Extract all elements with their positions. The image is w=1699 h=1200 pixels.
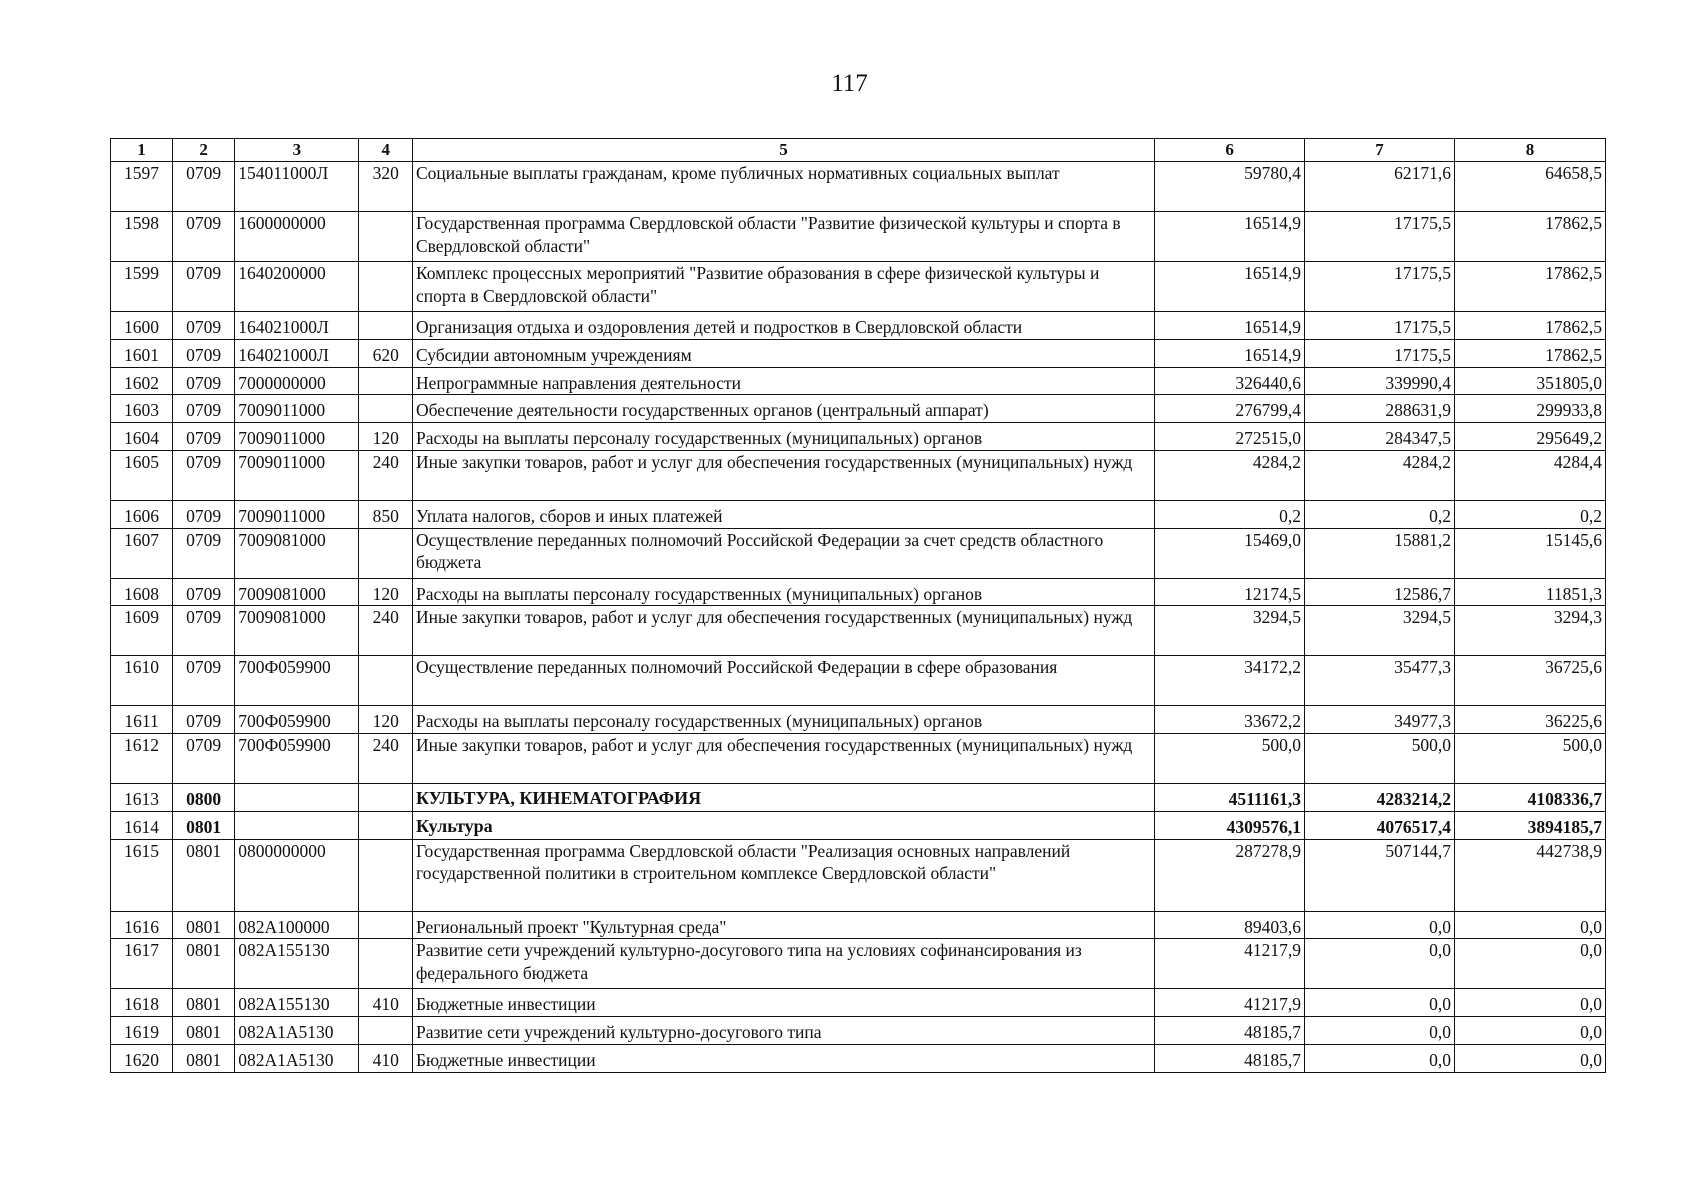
item-name: Осуществление переданных полномочий Российской Федерации за счет средств областного бюджета (412, 528, 1154, 578)
value-col-6: 272515,0 (1155, 423, 1305, 451)
table-row (111, 339, 1606, 367)
expense-type (359, 528, 413, 578)
table-row (111, 162, 1606, 212)
value-col-6: 500,0 (1155, 734, 1305, 784)
value-col-7: 0,0 (1305, 989, 1455, 1017)
row-number: 1603 (111, 395, 173, 423)
value-col-8: 0,0 (1454, 911, 1605, 939)
item-name: Культура (412, 811, 1154, 839)
section-code: 0709 (173, 212, 235, 262)
value-col-8: 4284,4 (1454, 450, 1605, 500)
row-number: 1600 (111, 312, 173, 340)
row-number: 1617 (111, 939, 173, 989)
value-col-8: 17862,5 (1454, 262, 1605, 312)
expense-type (359, 939, 413, 989)
header-col-4: 4 (359, 139, 413, 162)
table-row (111, 212, 1606, 262)
table-row (111, 1017, 1606, 1045)
expense-type: 410 (359, 989, 413, 1017)
table-row (111, 312, 1606, 340)
item-name: Иные закупки товаров, работ и услуг для обеспечения государственных (муниципальных) нужд (412, 450, 1154, 500)
section-code: 0709 (173, 578, 235, 606)
item-name: Бюджетные инвестиции (412, 989, 1154, 1017)
value-col-6: 59780,4 (1155, 162, 1305, 212)
table-row (111, 734, 1606, 784)
expense-type: 120 (359, 423, 413, 451)
budget-table (110, 138, 1606, 1073)
expense-type: 240 (359, 606, 413, 656)
table-row (111, 784, 1606, 812)
expense-type (359, 262, 413, 312)
value-col-6: 4511161,3 (1155, 784, 1305, 812)
value-col-7: 17175,5 (1305, 312, 1455, 340)
target-code: 700Ф059900 (235, 706, 359, 734)
section-code: 0801 (173, 811, 235, 839)
value-col-7: 284347,5 (1305, 423, 1455, 451)
value-col-7: 62171,6 (1305, 162, 1455, 212)
target-code: 7009011000 (235, 500, 359, 528)
section-code: 0709 (173, 339, 235, 367)
value-col-7: 35477,3 (1305, 656, 1455, 706)
value-col-8: 36225,6 (1454, 706, 1605, 734)
value-col-6: 48185,7 (1155, 1017, 1305, 1045)
expense-type: 320 (359, 162, 413, 212)
value-col-7: 0,0 (1305, 1044, 1455, 1072)
value-col-7: 34977,3 (1305, 706, 1455, 734)
header-col-6: 6 (1155, 139, 1305, 162)
section-code: 0801 (173, 839, 235, 911)
target-code: 7009011000 (235, 450, 359, 500)
target-code: 154011000Л (235, 162, 359, 212)
target-code: 082А155130 (235, 989, 359, 1017)
value-col-7: 4076517,4 (1305, 811, 1455, 839)
value-col-6: 12174,5 (1155, 578, 1305, 606)
section-code: 0709 (173, 367, 235, 395)
value-col-6: 0,2 (1155, 500, 1305, 528)
table-row (111, 656, 1606, 706)
expense-type: 410 (359, 1044, 413, 1072)
value-col-8: 17862,5 (1454, 339, 1605, 367)
expense-type (359, 839, 413, 911)
target-code: 0800000000 (235, 839, 359, 911)
section-code: 0709 (173, 734, 235, 784)
table-row (111, 939, 1606, 989)
expense-type (359, 395, 413, 423)
value-col-6: 4284,2 (1155, 450, 1305, 500)
table-row (111, 706, 1606, 734)
value-col-8: 0,0 (1454, 989, 1605, 1017)
value-col-7: 0,2 (1305, 500, 1455, 528)
value-col-7: 15881,2 (1305, 528, 1455, 578)
target-code: 7000000000 (235, 367, 359, 395)
row-number: 1612 (111, 734, 173, 784)
target-code: 7009081000 (235, 578, 359, 606)
target-code: 164021000Л (235, 339, 359, 367)
row-number: 1610 (111, 656, 173, 706)
target-code: 700Ф059900 (235, 656, 359, 706)
section-code: 0709 (173, 706, 235, 734)
value-col-8: 0,0 (1454, 939, 1605, 989)
row-number: 1602 (111, 367, 173, 395)
target-code: 7009081000 (235, 606, 359, 656)
section-code: 0801 (173, 939, 235, 989)
row-number: 1609 (111, 606, 173, 656)
item-name: Социальные выплаты гражданам, кроме публичных нормативных социальных выплат (412, 162, 1154, 212)
item-name: Уплата налогов, сборов и иных платежей (412, 500, 1154, 528)
value-col-8: 500,0 (1454, 734, 1605, 784)
expense-type (359, 1017, 413, 1045)
table-row (111, 989, 1606, 1017)
item-name: Государственная программа Свердловской области "Реализация основных направлений государственной политики в строительном комплексе Свердловской области" (412, 839, 1154, 911)
row-number: 1616 (111, 911, 173, 939)
table-row (111, 262, 1606, 312)
value-col-7: 339990,4 (1305, 367, 1455, 395)
section-code: 0709 (173, 528, 235, 578)
value-col-7: 12586,7 (1305, 578, 1455, 606)
section-code: 0709 (173, 450, 235, 500)
value-col-6: 48185,7 (1155, 1044, 1305, 1072)
page-number: 117 (831, 70, 868, 97)
table-row (111, 367, 1606, 395)
value-col-8: 17862,5 (1454, 212, 1605, 262)
header-col-1: 1 (111, 139, 173, 162)
value-col-7: 0,0 (1305, 939, 1455, 989)
row-number: 1618 (111, 989, 173, 1017)
table-body (111, 162, 1606, 1073)
section-code: 0709 (173, 656, 235, 706)
item-name: Расходы на выплаты персоналу государственных (муниципальных) органов (412, 423, 1154, 451)
section-code: 0709 (173, 162, 235, 212)
value-col-8: 0,0 (1454, 1044, 1605, 1072)
row-number: 1606 (111, 500, 173, 528)
value-col-6: 16514,9 (1155, 262, 1305, 312)
header-col-2: 2 (173, 139, 235, 162)
row-number: 1598 (111, 212, 173, 262)
item-name: Обеспечение деятельности государственных органов (центральный аппарат) (412, 395, 1154, 423)
value-col-7: 500,0 (1305, 734, 1455, 784)
item-name: КУЛЬТУРА, КИНЕМАТОГРАФИЯ (412, 784, 1154, 812)
section-code: 0801 (173, 911, 235, 939)
value-col-7: 4284,2 (1305, 450, 1455, 500)
value-col-6: 4309576,1 (1155, 811, 1305, 839)
value-col-6: 276799,4 (1155, 395, 1305, 423)
value-col-6: 326440,6 (1155, 367, 1305, 395)
section-code: 0800 (173, 784, 235, 812)
target-code: 164021000Л (235, 312, 359, 340)
value-col-7: 0,0 (1305, 911, 1455, 939)
section-code: 0709 (173, 395, 235, 423)
item-name: Развитие сети учреждений культурно-досугового типа (412, 1017, 1154, 1045)
value-col-6: 41217,9 (1155, 989, 1305, 1017)
expense-type (359, 367, 413, 395)
table-row (111, 528, 1606, 578)
value-col-8: 299933,8 (1454, 395, 1605, 423)
row-number: 1614 (111, 811, 173, 839)
target-code: 7009011000 (235, 423, 359, 451)
expense-type: 850 (359, 500, 413, 528)
expense-type (359, 911, 413, 939)
item-name: Комплекс процессных мероприятий "Развитие образования в сфере физической культуры и спорта в Свердловской области" (412, 262, 1154, 312)
expense-type (359, 312, 413, 340)
expense-type: 620 (359, 339, 413, 367)
value-col-6: 287278,9 (1155, 839, 1305, 911)
item-name: Осуществление переданных полномочий Российской Федерации в сфере образования (412, 656, 1154, 706)
item-name: Региональный проект "Культурная среда" (412, 911, 1154, 939)
target-code (235, 784, 359, 812)
section-code: 0801 (173, 989, 235, 1017)
row-number: 1615 (111, 839, 173, 911)
table-row (111, 450, 1606, 500)
header-row (111, 139, 1606, 162)
item-name: Расходы на выплаты персоналу государственных (муниципальных) органов (412, 578, 1154, 606)
row-number: 1605 (111, 450, 173, 500)
row-number: 1620 (111, 1044, 173, 1072)
value-col-7: 288631,9 (1305, 395, 1455, 423)
value-col-7: 0,0 (1305, 1017, 1455, 1045)
value-col-8: 11851,3 (1454, 578, 1605, 606)
item-name: Иные закупки товаров, работ и услуг для обеспечения государственных (муниципальных) нужд (412, 606, 1154, 656)
item-name: Иные закупки товаров, работ и услуг для обеспечения государственных (муниципальных) нужд (412, 734, 1154, 784)
expense-type (359, 656, 413, 706)
target-code: 082А155130 (235, 939, 359, 989)
table-row (111, 811, 1606, 839)
expense-type: 120 (359, 706, 413, 734)
table-row (111, 839, 1606, 911)
section-code: 0709 (173, 423, 235, 451)
row-number: 1599 (111, 262, 173, 312)
value-col-8: 17862,5 (1454, 312, 1605, 340)
expense-type: 240 (359, 450, 413, 500)
value-col-7: 17175,5 (1305, 262, 1455, 312)
row-number: 1619 (111, 1017, 173, 1045)
item-name: Государственная программа Свердловской области "Развитие физической культуры и спорта в Свердловской области" (412, 212, 1154, 262)
value-col-6: 15469,0 (1155, 528, 1305, 578)
value-col-6: 34172,2 (1155, 656, 1305, 706)
target-code: 082А1А5130 (235, 1017, 359, 1045)
value-col-6: 33672,2 (1155, 706, 1305, 734)
value-col-8: 15145,6 (1454, 528, 1605, 578)
section-code: 0709 (173, 500, 235, 528)
item-name: Организация отдыха и оздоровления детей и подростков в Свердловской области (412, 312, 1154, 340)
value-col-7: 17175,5 (1305, 212, 1455, 262)
value-col-8: 442738,9 (1454, 839, 1605, 911)
row-number: 1604 (111, 423, 173, 451)
value-col-6: 41217,9 (1155, 939, 1305, 989)
value-col-6: 16514,9 (1155, 212, 1305, 262)
item-name: Бюджетные инвестиции (412, 1044, 1154, 1072)
row-number: 1611 (111, 706, 173, 734)
value-col-8: 351805,0 (1454, 367, 1605, 395)
value-col-7: 4283214,2 (1305, 784, 1455, 812)
section-code: 0709 (173, 262, 235, 312)
value-col-6: 3294,5 (1155, 606, 1305, 656)
table-row (111, 911, 1606, 939)
expense-type: 240 (359, 734, 413, 784)
section-code: 0801 (173, 1044, 235, 1072)
section-code: 0801 (173, 1017, 235, 1045)
item-name: Расходы на выплаты персоналу государственных (муниципальных) органов (412, 706, 1154, 734)
row-number: 1608 (111, 578, 173, 606)
target-code (235, 811, 359, 839)
value-col-6: 16514,9 (1155, 312, 1305, 340)
value-col-8: 64658,5 (1454, 162, 1605, 212)
header-col-8: 8 (1454, 139, 1605, 162)
target-code: 1640200000 (235, 262, 359, 312)
value-col-8: 295649,2 (1454, 423, 1605, 451)
row-number: 1607 (111, 528, 173, 578)
value-col-8: 4108336,7 (1454, 784, 1605, 812)
expense-type (359, 811, 413, 839)
target-code: 1600000000 (235, 212, 359, 262)
row-number: 1597 (111, 162, 173, 212)
row-number: 1601 (111, 339, 173, 367)
table-row (111, 395, 1606, 423)
table-row (111, 1044, 1606, 1072)
header-col-5: 5 (412, 139, 1154, 162)
item-name: Непрограммные направления деятельности (412, 367, 1154, 395)
section-code: 0709 (173, 312, 235, 340)
table-row (111, 578, 1606, 606)
section-code: 0709 (173, 606, 235, 656)
target-code: 7009011000 (235, 395, 359, 423)
expense-type: 120 (359, 578, 413, 606)
target-code: 7009081000 (235, 528, 359, 578)
value-col-8: 36725,6 (1454, 656, 1605, 706)
value-col-8: 0,0 (1454, 1017, 1605, 1045)
value-col-7: 17175,5 (1305, 339, 1455, 367)
value-col-7: 3294,5 (1305, 606, 1455, 656)
header-col-3: 3 (235, 139, 359, 162)
value-col-8: 3894185,7 (1454, 811, 1605, 839)
value-col-7: 507144,7 (1305, 839, 1455, 911)
item-name: Субсидии автономным учреждениям (412, 339, 1154, 367)
expense-type (359, 212, 413, 262)
table-row (111, 606, 1606, 656)
table-row (111, 500, 1606, 528)
value-col-8: 0,2 (1454, 500, 1605, 528)
target-code: 082А100000 (235, 911, 359, 939)
value-col-8: 3294,3 (1454, 606, 1605, 656)
expense-type (359, 784, 413, 812)
table-row (111, 423, 1606, 451)
target-code: 700Ф059900 (235, 734, 359, 784)
header-col-7: 7 (1305, 139, 1455, 162)
value-col-6: 16514,9 (1155, 339, 1305, 367)
row-number: 1613 (111, 784, 173, 812)
target-code: 082А1А5130 (235, 1044, 359, 1072)
value-col-6: 89403,6 (1155, 911, 1305, 939)
item-name: Развитие сети учреждений культурно-досугового типа на условиях софинансирования из федерального бюджета (412, 939, 1154, 989)
